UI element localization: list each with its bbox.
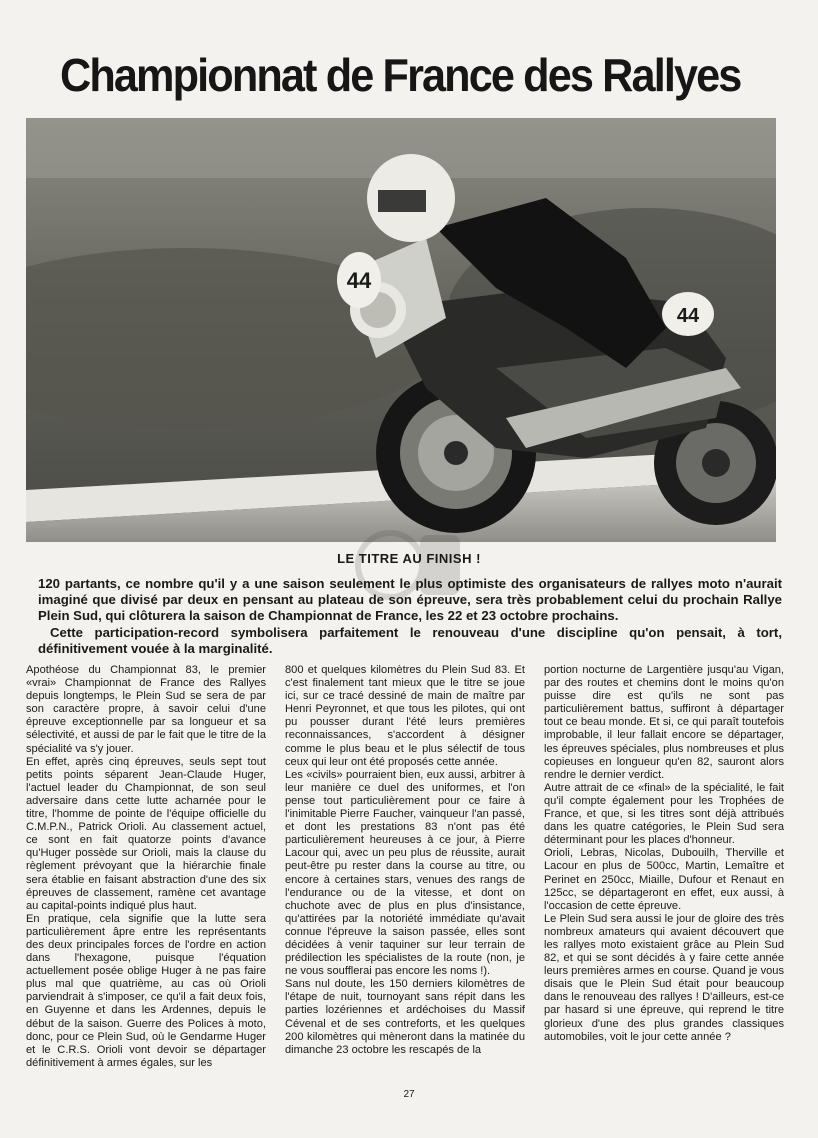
body-paragraph: Le Plein Sud sera aussi le jour de gloire des très nombreux amateurs qui avaient découvert que les rallyes moto existaient grâce au Plein Sud 82, et qui se sont décidés à y faire cette année leurs premières armes en course. Quand je vous disais que le Plein Sud était pour beaucoup dans le renouveau des rallyes ! D'ailleurs, est-ce par hasard si une épreuve, qui reprend le titre glorieux d'une des plus grandes classiques automobiles, voit le jour cette année ? <box>544 912 784 1043</box>
body-paragraph: Orioli, Lebras, Nicolas, Dubouilh, Therville et Lacour en plus de 500cc, Martin, Lemaître et Perinet en 250cc, Miaille, Dufour et Renaut en 125cc, se départageront en effet, eux aussi, à l'occasion de cette épreuve. <box>544 847 784 912</box>
body-paragraph: portion nocturne de Largentière jusqu'au Vigan, par des routes et chemins dont le moins qu'on puisse dire est qu'ils ne sont pas particulièrement battus, suffiront à départager tout ce beau monde. Et si, ce qui paraît toutefois improbable, il leur fallait encore se départager, les épreuves spéciales, plus nombreuses et plus copieuses en longueur qu'en 82, sauront alors rendre le dernier verdict. <box>544 664 784 781</box>
body-column-1 <box>26 664 266 1076</box>
body-paragraph: Les «civils» pourraient bien, eux aussi, arbitrer à leur manière ce duel des uniformes, et l'on pense tout particulièrement pour ce faire à l'inimitable Pierre Faucher, vainqueur l'an passé, et dont les prestations 83 n'ont pas été particulièrement heureuses à ce jour, à Pierre Lacour qui, avec un peu plus de réussite, aurait peut-être pu rester dans la course au titre, ou encore à certaines stars, venues des rangs de l'endurance ou de la vitesse, et dont on chuchote avec de plus en plus d'insistance, qu'attirées par la notoriété immédiate qu'avait connue l'épreuve la saison passée, elles sont décidées à venir taquiner sur leur terrain de prédilection les spécialistes de la route (non, je ne vous soufflerai pas encore les noms !). <box>285 768 525 978</box>
article-title: Championnat de France des Rallyes <box>60 49 741 101</box>
lede-paragraph: 120 partants, ce nombre qu'il y a une saison seulement le plus optimiste des organisateurs de rallyes moto n'aurait imaginé que divisé par deux en pensant au plateau de son épreuve, sera très probablement celui du prochain Rallye Plein Sud, qui clôturera la saison de Championnat de France, les 22 et 23 octobre prochains. <box>38 576 782 624</box>
page-number: 27 <box>403 1089 415 1100</box>
body-paragraph: 800 et quelques kilomètres du Plein Sud 83. Et c'est finalement tant mieux que le titre se joue ici, sur ce tracé dessiné de main de maître par Henri Peyronnet, et que tous les pilotes, qui ont pu pousser durant l'été leurs premières reconnaissances, s'accordent à désigner comme le plus beau et le plus sélectif de tous ceux qui leur ont été proposés cette année. <box>285 664 525 768</box>
article-lede <box>38 576 782 657</box>
body-column-3 <box>544 664 784 1076</box>
motorcycle-photo-illustration <box>26 118 776 542</box>
body-paragraph: Sans nul doute, les 150 derniers kilomètres de l'étape de nuit, tournoyant sans répit dans les parties lozériennes et ardéchoises du Massif Cévenal et de ses contreforts, et les quelques 200 kilomètres qui mèneront dans la matinée du dimanche 23 octobre les rescapés de la <box>285 978 525 1056</box>
body-paragraph: En effet, après cinq épreuves, seuls sept tout petits points séparent Jean-Claude Huger, l'actuel leader du Championnat, de son seul adversaire dans cette lutte acharnée pour le titre, l'homme de pointe de l'équipe officielle du C.M.P.N., Patrick Orioli. Au classement actuel, ce sont en fait quatorze points d'avance qu'Huger possède sur Orioli, mais la clause du règlement prévoyant que la hiérarchie finale sera établie en faisant abstraction d'une des six épreuves de classement, ramène cet avantage au capital-points indiqué plus haut. <box>26 755 266 912</box>
rear-number-plate: 44 <box>676 305 700 327</box>
front-number-plate: 44 <box>346 268 372 293</box>
body-paragraph: En pratique, cela signifie que la lutte sera particulièrement âpre entre les représentants des deux principales forces de l'ordre en action dans l'hexagone, puisque l'équation actuellement posée oblige Huger à ne pas faire plus mal que quatrième, au cas où Orioli parviendrait à s'imposer, ce qu'il a fait deux fois, en Guyenne et dans les Ardennes, depuis le début de la saison. Guerre des Polices à moto, donc, pour ce Plein Sud, où le Gendarme Huger et le C.R.S. Orioli vont devoir se départager définitivement à armes égales, sur les <box>26 912 266 1069</box>
body-paragraph: Autre attrait de ce «final» de la spécialité, le fait qu'il compte également pour les Trophées de France, et que, si les titres sont déjà attribués dans les quatre catégories, le Plein Sud sera déterminant pour les places d'honneur. <box>544 781 784 847</box>
lede-paragraph: Cette participation-record symbolisera parfaitement le renouveau d'une discipline qu'on pensait, à tort, définitivement vouée à la marginalité. <box>38 624 782 656</box>
body-column-2 <box>285 664 525 1076</box>
body-paragraph: Apothéose du Championnat 83, le premier «vrai» Championnat de France des Rallyes depuis longtemps, le Plein Sud se sera de par son caractère propre, à savoir celui d'une épreuve exceptionnelle par sa longueur et sa sélectivité, et aussi de par le fait que le titre de la spécialité va s'y jouer. <box>26 664 266 755</box>
motorcycle-photo <box>26 118 776 542</box>
article-body <box>26 664 784 1076</box>
photo-caption: LE TITRE AU FINISH ! <box>337 551 481 566</box>
